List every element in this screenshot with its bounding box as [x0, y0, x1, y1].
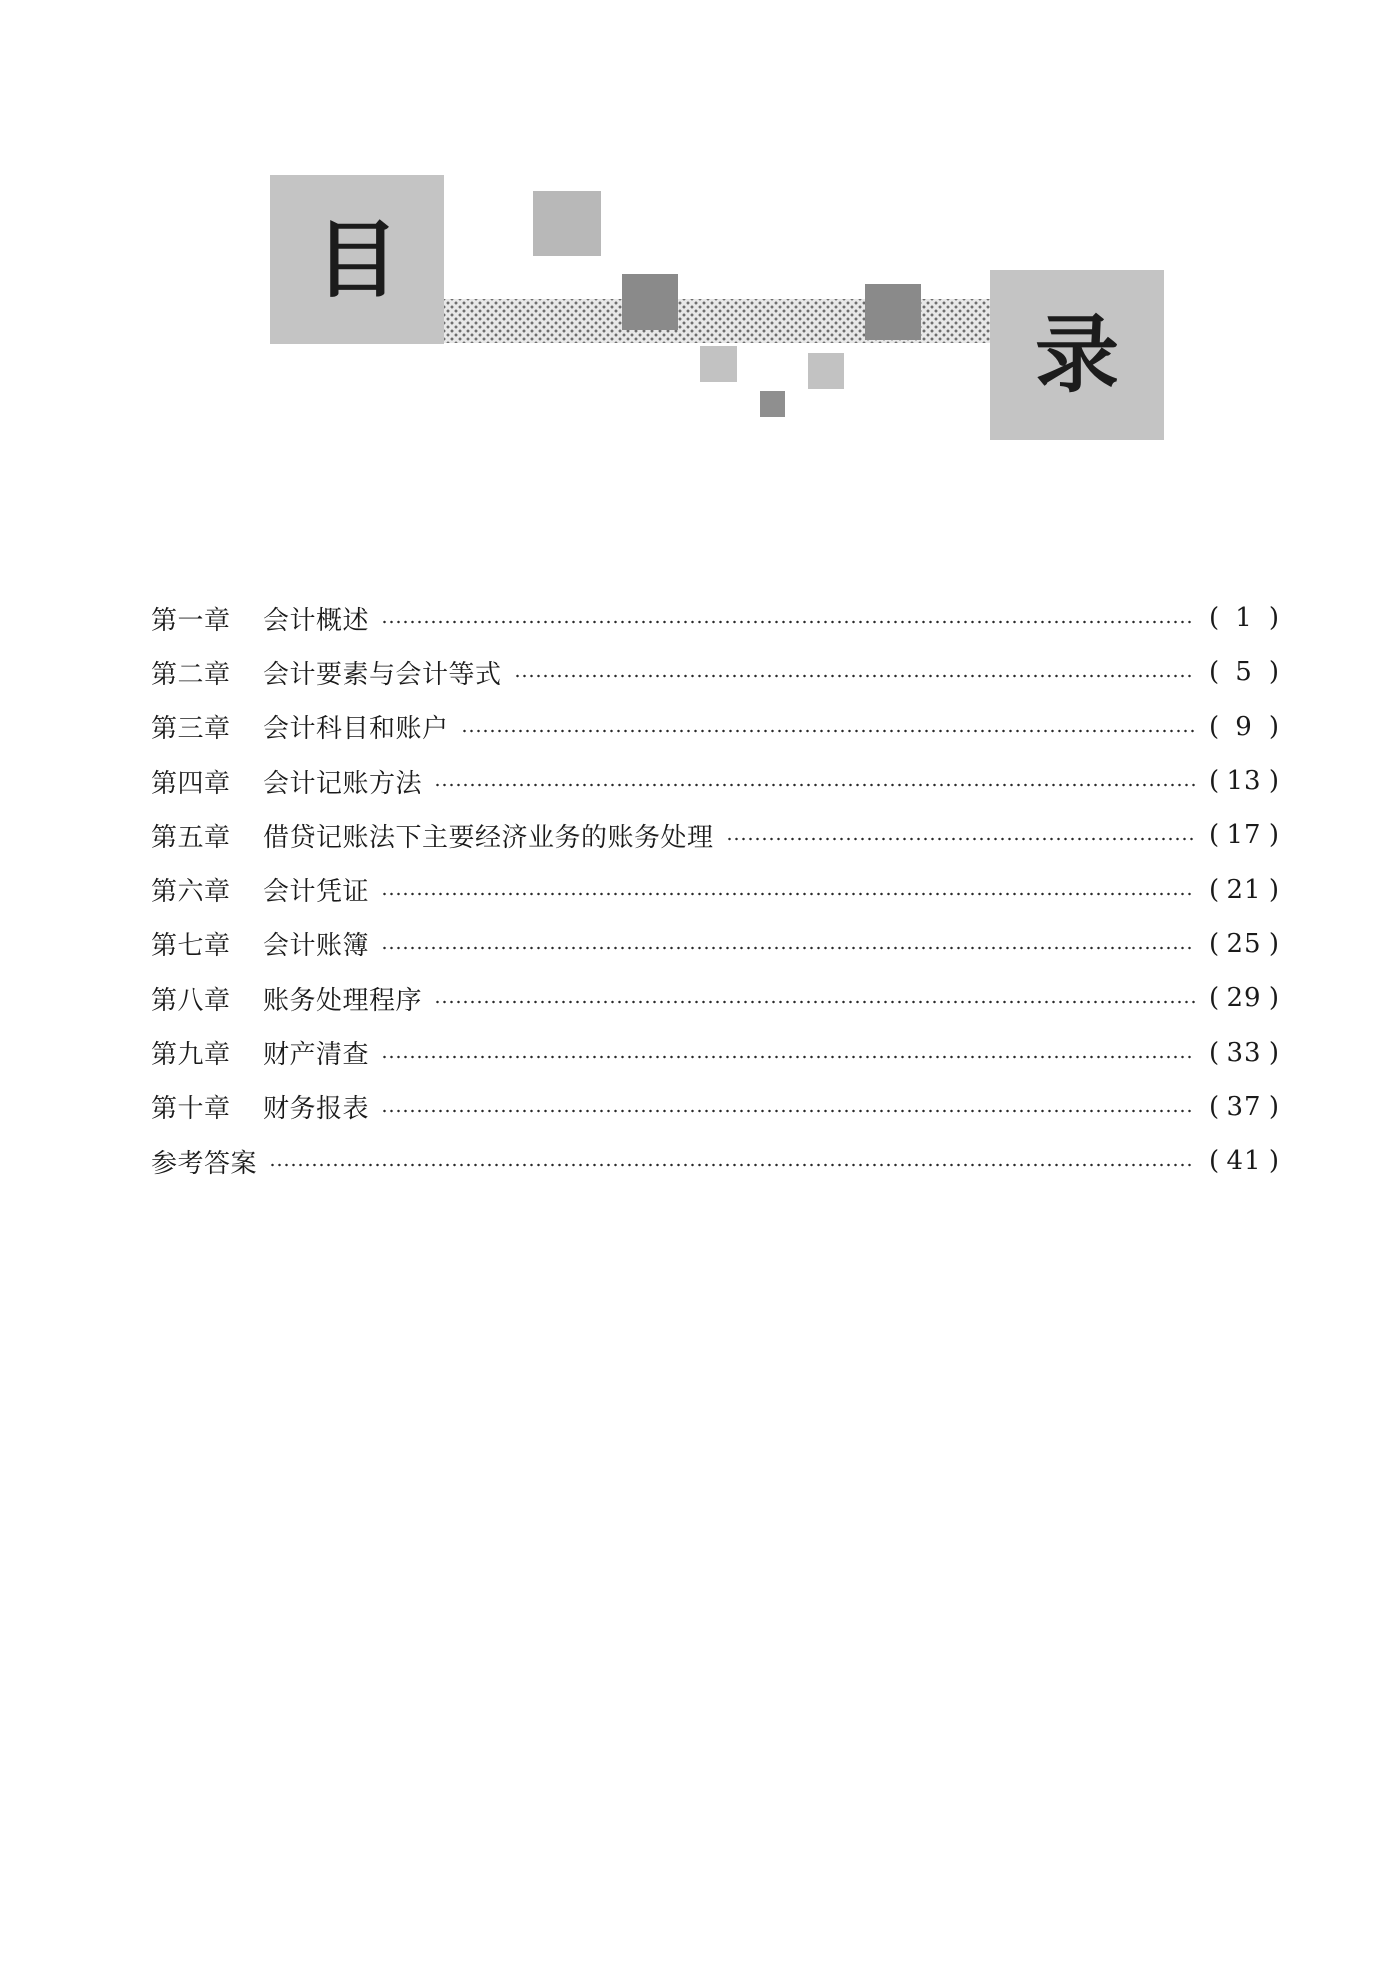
toc-chapter-label: 第八章 — [151, 985, 231, 1016]
toc-row[interactable] — [151, 645, 1279, 699]
table-of-contents — [151, 591, 1279, 1188]
toc-title: 账务处理程序 — [263, 985, 423, 1016]
toc-page-number — [1209, 766, 1279, 796]
toc-dot-leader — [381, 892, 1195, 896]
toc-row[interactable] — [151, 700, 1279, 754]
toc-row[interactable] — [151, 591, 1279, 645]
decorative-square — [760, 391, 785, 417]
toc-dot-leader — [381, 1055, 1195, 1059]
toc-row[interactable] — [151, 862, 1279, 916]
page-bracket-open: ( — [1209, 766, 1220, 797]
page-number-value: 29 — [1226, 983, 1262, 1014]
toc-page-number — [1209, 1038, 1279, 1068]
toc-title: 借贷记账法下主要经济业务的账务处理 — [263, 822, 714, 853]
page-bracket-open: ( — [1209, 1037, 1220, 1068]
toc-dot-leader — [461, 729, 1195, 733]
title-char-right: 录 — [990, 270, 1164, 440]
page-number-value: 33 — [1226, 1037, 1262, 1068]
page-number-value: 1 — [1235, 603, 1253, 634]
page-bracket-open: ( — [1209, 657, 1220, 688]
toc-chapter-label: 第六章 — [151, 877, 231, 908]
toc-page-number — [1209, 983, 1279, 1013]
toc-chapter-label: 第三章 — [151, 714, 231, 745]
toc-row[interactable] — [151, 1134, 1279, 1188]
page-bracket-open: ( — [1209, 928, 1220, 959]
toc-dot-leader — [434, 783, 1195, 787]
toc-chapter-label: 第五章 — [151, 822, 231, 853]
toc-page-number — [1209, 820, 1279, 850]
toc-page-number — [1209, 929, 1279, 959]
toc-page-number — [1209, 1092, 1279, 1122]
toc-chapter-label: 第一章 — [151, 605, 231, 636]
page-number-value: 13 — [1226, 766, 1262, 797]
page-number-value: 5 — [1235, 657, 1253, 688]
toc-dot-leader — [381, 946, 1195, 950]
page-bracket-open: ( — [1209, 1091, 1220, 1122]
page-number-value: 17 — [1226, 820, 1262, 851]
toc-chapter-label: 第四章 — [151, 768, 231, 799]
toc-row[interactable] — [151, 1080, 1279, 1134]
toc-dot-leader — [514, 674, 1195, 678]
toc-chapter-label: 第九章 — [151, 1040, 231, 1071]
page-number-value: 41 — [1226, 1146, 1262, 1177]
toc-chapter-label: 第七章 — [151, 931, 231, 962]
toc-row[interactable] — [151, 808, 1279, 862]
page-bracket-close: ) — [1268, 1037, 1279, 1068]
toc-title: 会计账簿 — [263, 931, 370, 962]
toc-row[interactable] — [151, 917, 1279, 971]
toc-title: 会计科目和账户 — [263, 714, 449, 745]
toc-title: 财产清查 — [263, 1040, 370, 1071]
page-number-value: 9 — [1235, 711, 1253, 742]
page-bracket-close: ) — [1268, 711, 1279, 742]
page-bracket-close: ) — [1268, 928, 1279, 959]
page-bracket-close: ) — [1268, 657, 1279, 688]
page-bracket-close: ) — [1268, 874, 1279, 905]
page-bracket-close: ) — [1268, 766, 1279, 797]
decorative-square — [533, 191, 601, 256]
toc-page-number — [1209, 712, 1279, 742]
toc-page-number — [1209, 603, 1279, 633]
decorative-square — [865, 284, 921, 340]
decorative-square — [808, 353, 844, 389]
toc-page-number — [1209, 1146, 1279, 1176]
toc-dot-leader — [726, 837, 1195, 841]
toc-row[interactable] — [151, 971, 1279, 1025]
page-number-value: 21 — [1226, 874, 1262, 905]
toc-title: 会计凭证 — [263, 877, 370, 908]
decorative-square — [622, 274, 678, 330]
toc-title: 财务报表 — [263, 1094, 370, 1125]
page-bracket-open: ( — [1209, 1146, 1220, 1177]
toc-title: 会计要素与会计等式 — [263, 659, 502, 690]
page-bracket-close: ) — [1268, 1146, 1279, 1177]
page-bracket-open: ( — [1209, 603, 1220, 634]
page-bracket-open: ( — [1209, 983, 1220, 1014]
toc-row[interactable] — [151, 1025, 1279, 1079]
toc-row[interactable] — [151, 754, 1279, 808]
page-bracket-close: ) — [1268, 820, 1279, 851]
toc-title: 会计概述 — [263, 605, 370, 636]
page-bracket-open: ( — [1209, 711, 1220, 742]
toc-chapter-label: 第二章 — [151, 659, 231, 690]
toc-dot-leader — [269, 1163, 1195, 1167]
page-number-value: 37 — [1226, 1091, 1262, 1122]
page-bracket-close: ) — [1268, 603, 1279, 634]
page-bracket-open: ( — [1209, 820, 1220, 851]
page-bracket-open: ( — [1209, 874, 1220, 905]
toc-dot-leader — [381, 1109, 1195, 1113]
page-bracket-close: ) — [1268, 983, 1279, 1014]
toc-dot-leader — [381, 620, 1195, 624]
decorative-square — [700, 346, 737, 382]
title-char-left: 目 — [270, 175, 444, 344]
toc-dot-leader — [434, 1000, 1195, 1004]
page-bracket-close: ) — [1268, 1091, 1279, 1122]
toc-page-number — [1209, 657, 1279, 687]
toc-page-number — [1209, 875, 1279, 905]
toc-title: 会计记账方法 — [263, 768, 423, 799]
toc-chapter-label: 第十章 — [151, 1094, 231, 1125]
page-number-value: 25 — [1226, 928, 1262, 959]
toc-title: 参考答案 — [151, 1148, 258, 1179]
